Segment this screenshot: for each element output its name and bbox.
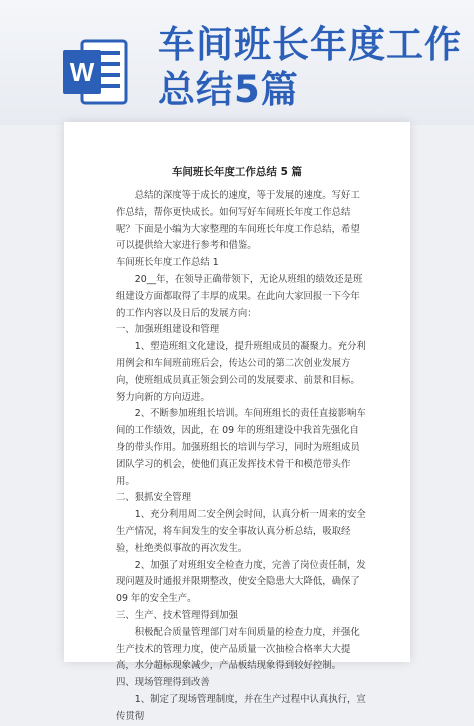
banner-title-line-1: 车间班长年度工作 (158, 23, 462, 66)
intro-paragraph: 总结的深度等于成长的速度，等于发展的速度。写好工作总结，帮你更快成长。如何写好车间班长年度工作总结呢？下面是小编为大家整理的车间班长年度工作总结，希望可以提供给大家进行参考和借鉴。 (116, 190, 360, 252)
body-paragraph: 1、塑造班组文化建设，提升班组成员的凝聚力。充分利用例会和车间班前班后会，传达公司的第二次创业发展方向，使班组成员真正领会到公司的发展要求、前景和目标。努力向新的方向迈进。 (116, 341, 366, 403)
document-body (116, 188, 366, 726)
document-page (64, 122, 410, 722)
body-paragraph: 一、加强班组建设和管理 (116, 324, 220, 336)
section-heading: 车间班长年度工作总结 1 (116, 257, 219, 269)
body-paragraph: 2、加强了对班组安全检查力度，完善了岗位责任制，发现问题及时通报并限期整改，使安全隐患大大降低，确保了 09 年的安全生产。 (116, 559, 366, 605)
body-paragraph: 三、生产、技术管理得到加强 (116, 609, 238, 621)
body-paragraph: 1、充分利用周二安全例会时间，认真分析一周来的安全生产情况，将车间发生的安全事故认真分析总结，吸取经验，杜绝类似事故的再次发生。 (116, 509, 366, 554)
paragraph-list (116, 272, 366, 726)
body-paragraph: 四、现场管理得到改善 (116, 677, 210, 689)
body-paragraph: 20__年，在领导正确带领下，无论从班组的绩效还是班组建设方面都取得了丰厚的成果。在此向大家回报一下今年的工作内容以及日后的发展方向： (116, 273, 363, 319)
word-doc-icon (60, 37, 130, 107)
body-paragraph: 1、制定了现场管理制度，并在生产过程中认真执行，宣传贯彻 (116, 693, 366, 722)
banner-title (158, 22, 462, 112)
header-banner (0, 0, 474, 125)
banner-title-line-2: 总结5篇 (158, 68, 299, 111)
body-paragraph: 积极配合质量管理部门对车间质量的检查力度，并强化生产技术的管理力度，使产品质量一次抽检合格率大大提高，水分超标现象减少，产品板结现象得到较好控制。 (116, 626, 360, 672)
body-paragraph: 二、狠抓安全管理 (116, 492, 192, 504)
word-icon-letter: W (69, 57, 95, 87)
body-paragraph: 2、不断参加班组长培训。车间班组长的责任直接影响车间的工作绩效，因此，在 09 年的班组建设中我首先强化自身的带头作用。加强班组长的培训与学习，同时为班组成员团队学习的机会，使他们真正发挥技术骨干和模范带头作用。 (116, 408, 366, 487)
document-title: 车间班长年度工作总结 5 篇 (171, 166, 303, 178)
